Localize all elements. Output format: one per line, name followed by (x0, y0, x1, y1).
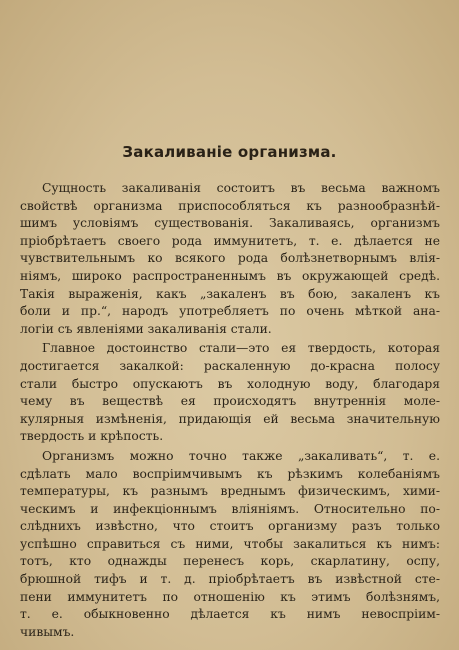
text-line: тотъ, кто однажды перенесъ корь, скарлатину, оспу, (20, 554, 440, 569)
text-line: пени иммунитетъ по отношенію къ этимъ болѣзнямъ, (20, 589, 440, 604)
text-line: шимъ условіямъ существованія. Закаливаясь, организмъ (20, 216, 440, 231)
text-line: температуры, къ разнымъ вреднымъ физическимъ, хими- (20, 484, 440, 499)
paragraph-essence (20, 180, 440, 338)
text-line: успѣшно справиться съ ними, чтобы закалиться къ нимъ: (20, 536, 440, 551)
paragraph-organism (20, 448, 440, 642)
text-line: твердость и крѣпость. (20, 429, 164, 444)
text-line: сдѣлать мало воспріимчивымъ къ рѣзкимъ колебаніямъ (20, 466, 440, 481)
page-body (20, 180, 440, 641)
text-line: боли и пр.“, народъ употребляетъ по очень мѣткой ана- (20, 304, 440, 319)
text-line: чему въ веществѣ ея происходятъ внутреннія моле- (20, 394, 440, 409)
text-line: пріобрѣтаетъ своего рода иммунитетъ, т. е. дѣлается не (20, 233, 440, 248)
text-line: Такія выраженія, какъ „закаленъ въ бою, закаленъ къ (20, 286, 440, 301)
text-line: стали быстро опускаютъ въ холодную воду, благодаря (20, 376, 440, 391)
text-line: кулярныя измѣненія, придающія ей весьма значительную (20, 411, 440, 426)
text-line: Сущность закаливанія состоитъ въ весьма важномъ (42, 181, 440, 195)
text-line: т. е. обыкновенно дѣлается къ нимъ невоспріим- (20, 607, 440, 622)
text-line: чивымъ. (20, 624, 75, 639)
text-line: Организмъ можно точно также „закаливать“, т. е. (42, 448, 440, 463)
text-line: ческимъ и инфекціоннымъ вліяніямъ. Относительно по- (20, 501, 440, 516)
text-line: достигается закалкой: раскаленную до-красна полосу (20, 358, 440, 373)
paragraph-steel (20, 340, 440, 446)
text-line: слѣднихъ извѣстно, что стоитъ организму разъ только (20, 519, 440, 534)
page-title: Закаливаніе организма. (122, 143, 337, 161)
text-line: Главное достоинство стали—это ея твердость, которая (42, 341, 440, 356)
text-line: ніямъ, широко распространеннымъ въ окружающей средѣ. (20, 268, 440, 283)
text-line: брюшной тифъ и т. д. пріобрѣтаетъ въ извѣстной сте- (20, 572, 440, 587)
text-line: чувствительнымъ ко всякого рода болѣзнетворнымъ влія- (20, 251, 440, 266)
text-line: логіи съ явленіями закаливанія стали. (20, 321, 272, 336)
text-line: свойствѣ организма приспособляться къ разнообразнѣй- (20, 198, 440, 213)
